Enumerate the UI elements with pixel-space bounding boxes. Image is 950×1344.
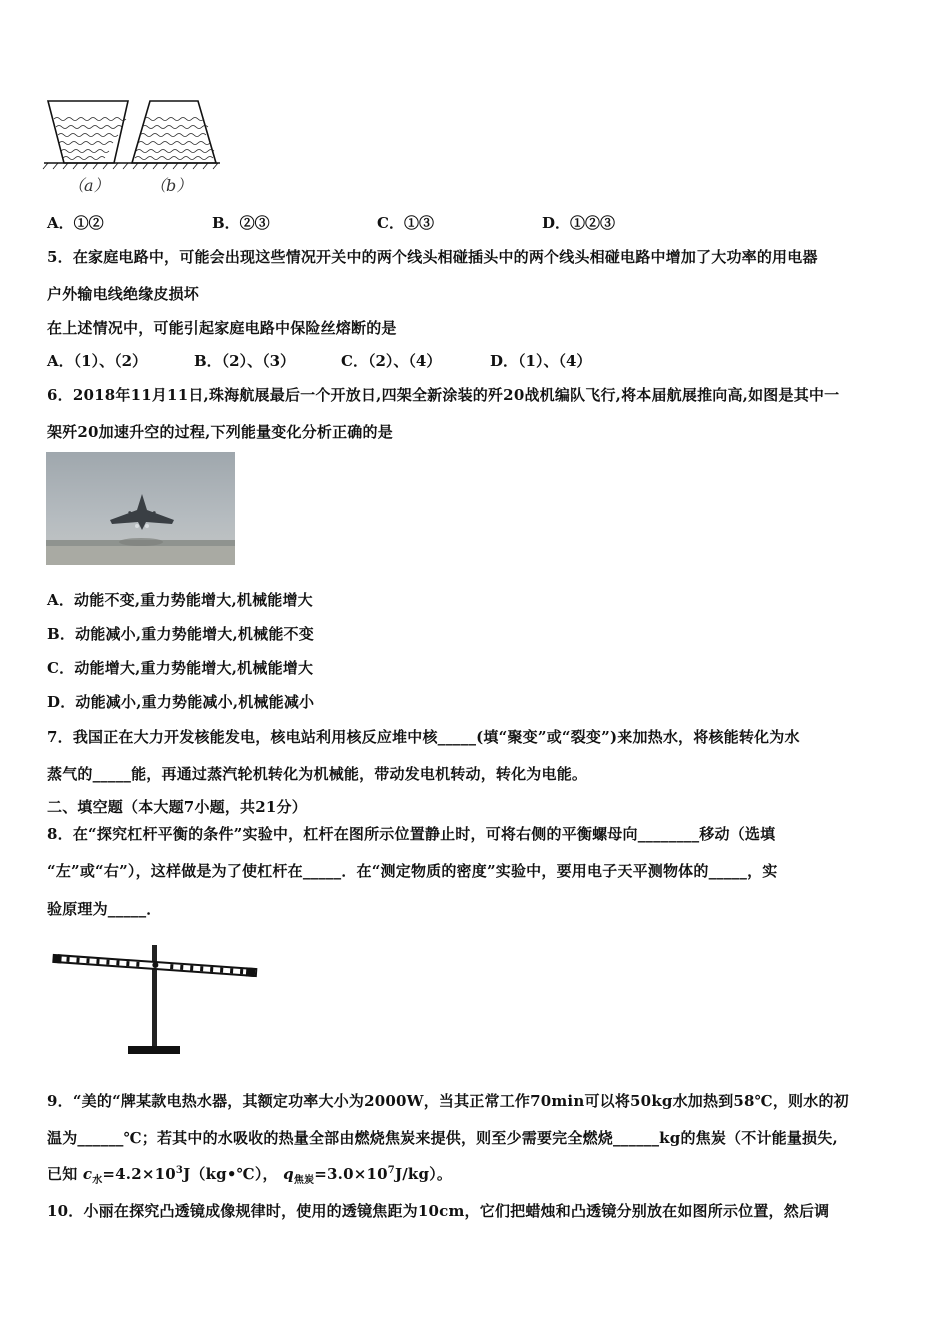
- beaker-label-a: （a）: [68, 176, 110, 195]
- q9-q-value: =3.0×10: [314, 1165, 388, 1183]
- q4-option-a: A．①②: [47, 214, 104, 232]
- q4-option-c: C．①③: [377, 214, 434, 232]
- q9-c-unit: J（kg•℃），: [183, 1165, 278, 1183]
- lever-figure: [50, 942, 260, 1058]
- q5-option-c: C．（2）、（4）: [341, 352, 442, 370]
- q9-given-prefix: 已知: [47, 1165, 78, 1183]
- q10-line-1: 10．小丽在探究凸透镜成像规律时，使用的透镜焦距为10cm，它们把蜡烛和凸透镜分别放在如图所示位置，然后调: [47, 1202, 830, 1220]
- q6-option-c: C．动能增大,重力势能增大,机械能增大: [47, 659, 314, 677]
- lever-drawing: [50, 942, 260, 1058]
- q9-q-exponent: 7: [387, 1165, 395, 1176]
- q9-c-exponent: 3: [175, 1165, 184, 1176]
- q5-option-a: A．（1）、（2）: [47, 352, 148, 370]
- q4-option-d: D．①②③: [542, 214, 616, 232]
- q9-q-subscript: 焦炭: [293, 1175, 315, 1186]
- jet-photo: [46, 452, 235, 565]
- q5-option-d: D．（1）、（4）: [490, 352, 592, 370]
- q9-c-subscript: 水: [92, 1175, 103, 1186]
- q9-q-unit: J/kg）。: [394, 1165, 453, 1183]
- q7-line-1: 7．我国正在大力开发核能发电，核电站利用核反应堆中核_____(填“聚变”或“裂变”)来加热水，将核能转化为水: [47, 728, 800, 746]
- q6-line-2: 架歼20加速升空的过程,下列能量变化分析正确的是: [47, 423, 393, 441]
- q9-c-value: =4.2×10: [102, 1165, 176, 1183]
- q4-option-b: B．②③: [212, 214, 270, 232]
- q5-line-1: 5．在家庭电路中，可能会出现这些情况开关中的两个线头相碰插头中的两个线头相碰电路中增加了大功率的用电器: [47, 248, 818, 266]
- q5-line-2: 户外输电线绝缘皮损坏: [47, 285, 200, 303]
- beaker-figure: [40, 95, 225, 200]
- q6-option-d: D．动能减小,重力势能减小,机械能减小: [47, 693, 315, 711]
- q6-line-1: 6．2018年11月11日,珠海航展最后一个开放日,四架全新涂装的歼20战机编队飞行,将本届航展推向高,如图是其中一: [47, 386, 840, 404]
- q8-line-2: “左”或“右”），这样做是为了使杠杆在_____．在“测定物质的密度”实验中，要用电子天平测物体的_____，实: [47, 862, 778, 880]
- q9-line-3: [47, 1163, 452, 1186]
- q8-line-3: 验原理为_____．: [47, 900, 162, 918]
- q8-line-1: 8．在“探究杠杆平衡的条件”实验中，杠杆在图所示位置静止时，可将右侧的平衡螺母向________移动（选填: [47, 825, 776, 843]
- section-2-heading: 二、填空题（本大题7小题，共21分）: [47, 798, 307, 816]
- q9-line-1: 9．“美的“牌某款电热水器，其额定功率大小为2000W，当其正常工作70min可以将50kg水加热到58℃，则水的初: [47, 1092, 849, 1110]
- jet-photo-drawing: [46, 452, 235, 565]
- q6-option-a: A．动能不变,重力势能增大,机械能增大: [47, 591, 313, 609]
- q6-option-b: B．动能减小,重力势能增大,机械能不变: [47, 625, 314, 643]
- q5-option-b: B．（2）、（3）: [194, 352, 296, 370]
- beaker-label-b: （b）: [150, 176, 193, 195]
- q9-line-2: 温为______℃；若其中的水吸收的热量全部由燃烧焦炭来提供，则至少需要完全燃烧______kg的焦炭（不计能量损失,: [47, 1129, 838, 1147]
- q9-c-symbol: c: [82, 1165, 93, 1183]
- q9-q-symbol: q: [283, 1165, 294, 1183]
- q5-line-3: 在上述情况中，可能引起家庭电路中保险丝熔断的是: [47, 319, 397, 337]
- q7-line-2: 蒸气的_____能，再通过蒸汽轮机转化为机械能，带动发电机转动，转化为电能。: [47, 765, 588, 783]
